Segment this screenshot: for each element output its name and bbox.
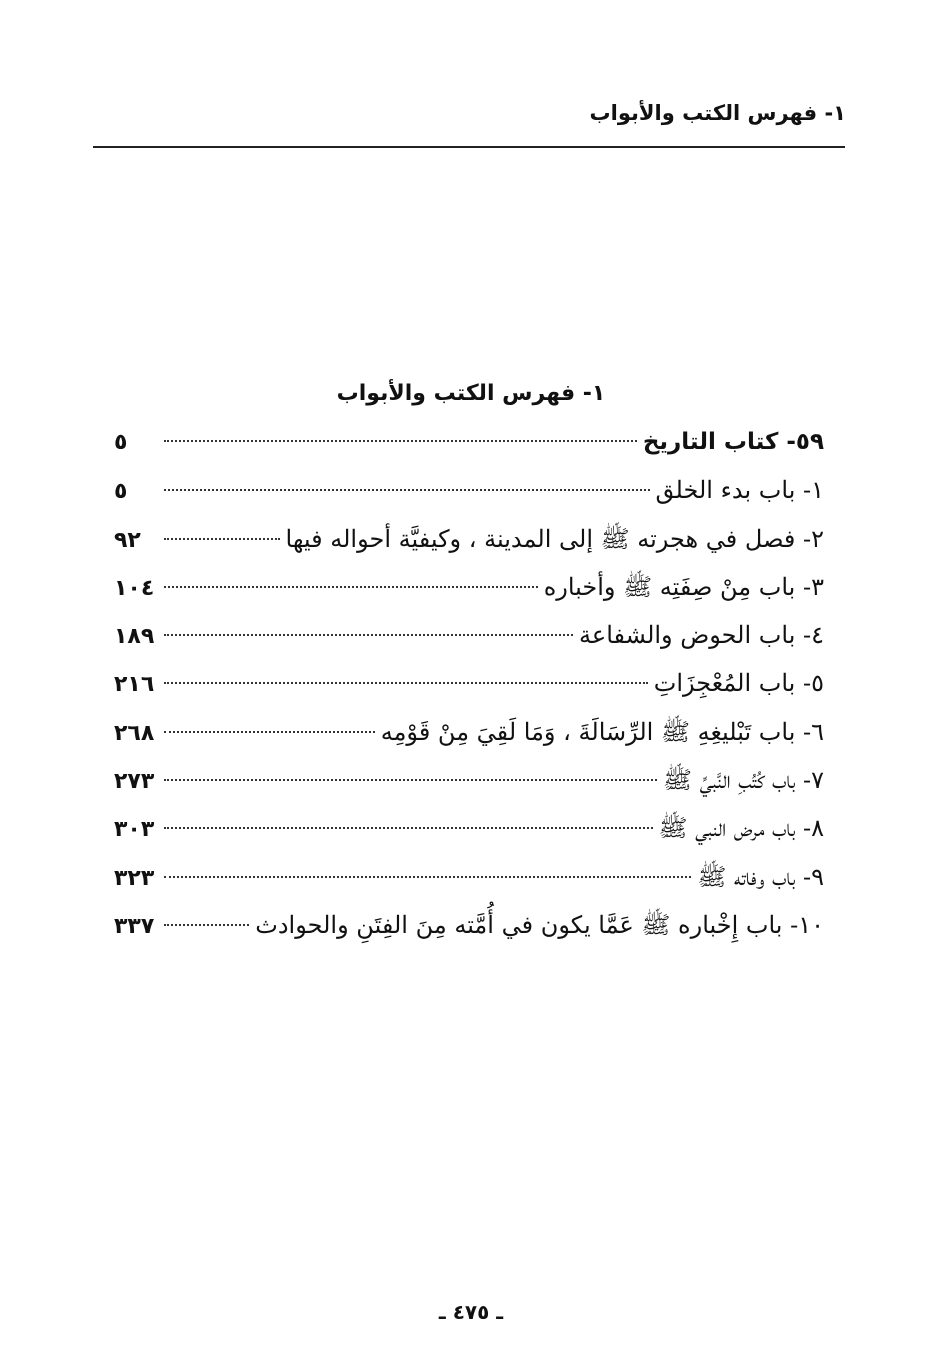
toc-entry[interactable] — [114, 659, 824, 707]
toc-entry-title: ٩- باب وفاته ﷺ — [697, 862, 824, 891]
toc-entry[interactable] — [114, 901, 824, 949]
toc-entry-title: ١- باب بدء الخلق — [655, 476, 824, 505]
dot-leader — [164, 682, 648, 684]
toc-entry[interactable] — [114, 515, 824, 563]
toc-entry-title: ٥- باب المُعْجِزَاتِ — [653, 669, 824, 698]
toc-page-number: ٣٣٧ — [114, 913, 155, 939]
toc-page-number: ٢٧٣ — [114, 769, 155, 795]
toc-entry-title: ٥٩- كتاب التاريخ — [642, 429, 824, 455]
toc-page-number: ٩٢ — [114, 527, 141, 553]
toc-entry-title: ٣- باب مِنْ صِفَتِه ﷺ وأخباره — [543, 572, 824, 601]
toc-entry[interactable] — [114, 708, 824, 756]
toc-page-number: ٣٢٣ — [114, 865, 155, 891]
toc-entry[interactable] — [114, 611, 824, 659]
toc-entry[interactable] — [114, 853, 824, 901]
table-of-contents — [114, 418, 824, 949]
toc-entry-title: ١٠- باب إِخْباره ﷺ عَمَّا يكون في أُمَّته مِنَ الفِتَنِ والحوادث — [255, 910, 824, 939]
dot-leader — [164, 440, 637, 442]
dot-leader — [164, 731, 375, 733]
toc-page-number: ٥ — [114, 479, 128, 505]
toc-entry[interactable] — [114, 756, 824, 804]
toc-entry[interactable] — [114, 804, 824, 852]
toc-entry[interactable] — [114, 563, 824, 611]
toc-entry-title: ٧- باب كُتُبِ النَّبيِّ ﷺ — [663, 766, 824, 795]
toc-page-number: ٢٦٨ — [114, 720, 155, 746]
toc-page-number: ١٨٩ — [114, 624, 155, 650]
toc-entry[interactable] — [114, 466, 824, 514]
dot-leader — [164, 876, 691, 878]
toc-book-entry[interactable] — [114, 418, 824, 466]
toc-page-number: ٣٠٣ — [114, 817, 155, 843]
dot-leader — [164, 586, 538, 588]
toc-entry-title: ٤- باب الحوض والشفاعة — [579, 621, 824, 650]
header-rule — [93, 146, 845, 148]
dot-leader — [164, 779, 657, 781]
dot-leader — [164, 924, 249, 926]
dot-leader — [164, 538, 280, 540]
toc-page-number: ١٠٤ — [114, 575, 155, 601]
page-number: ـ ٤٧٥ ـ — [438, 1300, 504, 1324]
toc-page-number: ٥ — [114, 430, 128, 455]
dot-leader — [164, 827, 653, 829]
toc-entry-title: ٢- فصل في هجرته ﷺ إلى المدينة ، وكيفيَّة أحواله فيها — [285, 524, 824, 553]
toc-page-number: ٢١٦ — [114, 672, 155, 698]
toc-entry-title: ٦- باب تَبْليغِهِ ﷺ الرِّسَالَةَ ، وَمَا لَقِيَ مِنْ قَوْمِه — [380, 717, 824, 746]
running-header: ١- فهرس الكتب والأبواب — [589, 101, 846, 125]
index-title: ١- فهرس الكتب والأبواب — [336, 381, 606, 406]
toc-entry-title: ٨- باب مرض النبي ﷺ — [658, 814, 824, 843]
dot-leader — [164, 489, 650, 491]
dot-leader — [164, 634, 573, 636]
